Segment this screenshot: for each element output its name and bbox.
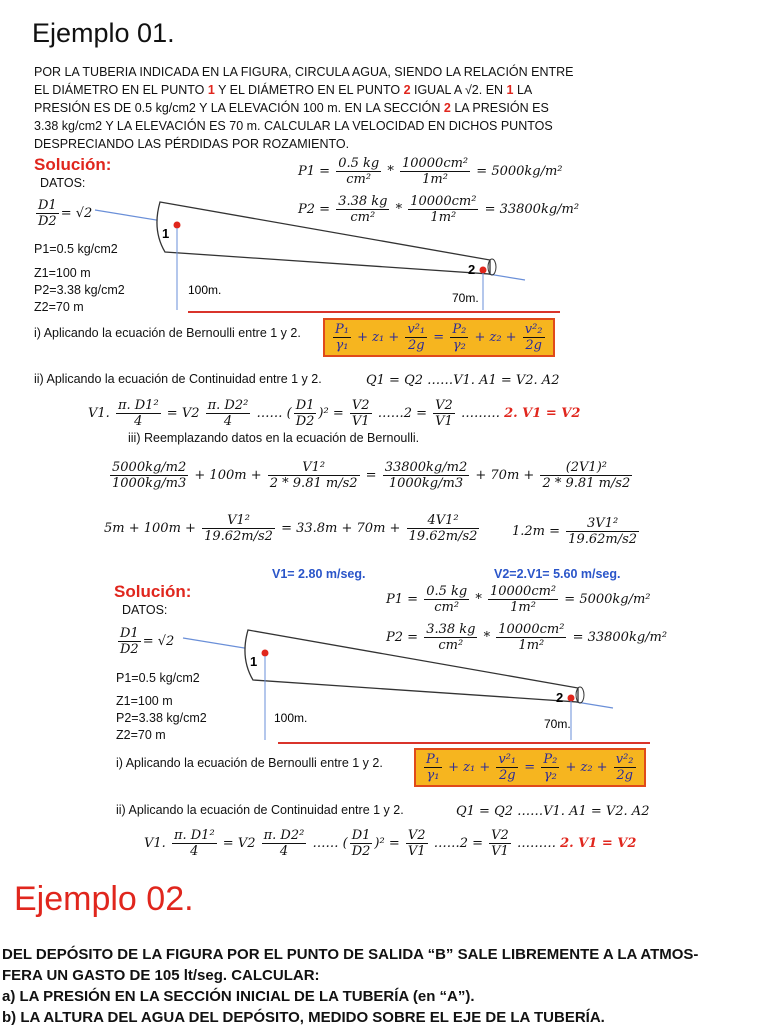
problem-line-3: PRESIÓN ES DE 0.5 kg/cm2 Y LA ELEVACIÓN 100 m. EN LA SECCIÓN 2 LA PRESIÓN ES: [34, 101, 549, 115]
p1-value: P1=0.5 kg/cm2: [34, 242, 118, 256]
point-1-label: 1: [162, 226, 170, 241]
datos-label-2: DATOS:: [122, 603, 168, 617]
v1-result: V1= 2.80 m/seg.: [272, 567, 366, 581]
datum-line-1: [188, 311, 560, 313]
bernoulli-equation-box-1: $\frac{\text{P₁}}{\text{γ₁}}$ + z₁ + $\frac{\text{v²₁}}{2g}$ = $\frac{\text{P₂}}{\text{γ₂}}$ + z₂ + $\frac{\text{v²₂}}{2g}$: [323, 318, 555, 357]
pipe-outline: [157, 202, 490, 274]
example-02-title: Ejemplo 02.: [14, 880, 194, 918]
problem-line-1: POR LA TUBERIA INDICADA EN LA FIGURA, CIRCULA AGUA, SIENDO LA RELACIÓN ENTRE: [34, 65, 574, 79]
step-2-text: ii) Aplicando la ecuación de Continuidad entre 1 y 2.: [34, 372, 322, 386]
height-2-label: 70m.: [452, 291, 479, 305]
height-2-label-2: 70m.: [544, 717, 571, 731]
substitution-line-1: $\frac{5000kg/m2}{1000kg/m3}$ + 100m + $\frac{\text{V1²}}{2 * 9.81 m/s2}$ = $\frac{33800kg/m2}{1000kg/m3}$ + 70m + $\frac{\text{(2V1)²}}{2 * 9.81 m/s2}$: [112, 460, 631, 491]
continuity-equation-2: V1. $\frac{\text{π. D1²}}{4}$ = V2 $\frac{\text{π. D2²}}{4}$ …… ( $\frac{D1}{D2}$ )² = $\frac{V2}{V1}$ ……2 = $\frac{V2}{V1}$ ……… 2. V1 = V2: [144, 828, 637, 859]
solution-heading-2: Solución:: [114, 582, 192, 601]
p1-conversion: P1 = $\frac{0.5 kg}{\text{cm²}}$ * $\frac{\text{10000cm²}}{\text{1m²}}$ = 5000kg/m²: [298, 156, 563, 187]
step-1-text-2: i) Aplicando la ecuación de Bernoulli entre 1 y 2.: [116, 756, 383, 770]
step-3-text: iii) Reemplazando datos en la ecuación de Bernoulli.: [128, 431, 420, 445]
v2-result: V2=2.V1= 5.60 m/seg.: [494, 567, 621, 581]
example-02-statement: [2, 944, 766, 1028]
pipe-outline-2: [245, 630, 578, 702]
bernoulli-equation-box-2: $\frac{\text{P₁}}{\text{γ₁}}$ + z₁ + $\frac{\text{v²₁}}{2g}$ = $\frac{\text{P₂}}{\text{γ₂}}$ + z₂ + $\frac{\text{v²₂}}{2g}$: [414, 748, 646, 787]
point-2-marker-2: [568, 695, 575, 702]
datum-line-2: [278, 742, 650, 744]
problem-statement: [34, 63, 574, 153]
p2-conversion: P2 = $\frac{3.38 kg}{\text{cm²}}$ * $\frac{\text{10000cm²}}{\text{1m²}}$ = 33800kg/m²: [298, 194, 580, 225]
height-1-label-2: 100m.: [274, 711, 308, 725]
z1-value: Z1=100 m: [34, 266, 91, 280]
pipe-figure-2: [178, 618, 618, 743]
ex2-line-4: b) LA ALTURA DEL AGUA DEL DEPÓSITO, MEDIDO SOBRE EL EJE DE LA TUBERÍA.: [2, 1009, 605, 1026]
substitution-line-3: 1.2m = $\frac{\text{3V1²}}{19.62m/s2}$: [512, 516, 638, 547]
step-2-text-2: ii) Aplicando la ecuación de Continuidad entre 1 y 2.: [116, 803, 404, 817]
z2-value: Z2=70 m: [34, 300, 84, 314]
point-1-marker-2: [262, 650, 269, 657]
point-2-marker: [480, 267, 487, 274]
ex2-line-2: FERA UN GASTO DE 105 lt/seg. CALCULAR:: [2, 967, 320, 984]
height-1-label: 100m.: [188, 283, 222, 297]
z1-value-2: Z1=100 m: [116, 694, 173, 708]
step-1-text: i) Aplicando la ecuación de Bernoulli entre 1 y 2.: [34, 326, 301, 340]
continuity-header-2: Q1 = Q2 ……V1. A1 = V2. A2: [456, 804, 650, 819]
solution-heading: Solución:: [34, 155, 112, 174]
p1-conversion-2: P1 = $\frac{0.5 kg}{\text{cm²}}$ * $\frac{\text{10000cm²}}{\text{1m²}}$ = 5000kg/m²: [386, 584, 651, 615]
diameter-ratio-2: $\frac{D1}{D2}$ = √2: [120, 626, 175, 657]
problem-line-4: 3.38 kg/cm2 Y LA ELEVACIÓN ES 70 m. CALCULAR LA VELOCIDAD EN DICHOS PUNTOS: [34, 119, 553, 133]
continuity-equation-1: V1. $\frac{\text{π. D1²}}{4}$ = V2 $\frac{\text{π. D2²}}{4}$ …… ( $\frac{D1}{D2}$ )² = $\frac{V2}{V1}$ ……2 = $\frac{V2}{V1}$ ……… 2. V1 = V2: [88, 398, 581, 429]
substitution-line-2: 5m + 100m + $\frac{\text{V1²}}{19.62m/s2}$ = 33.8m + 70m + $\frac{\text{4V1²}}{19.62m/s2}$: [104, 513, 478, 544]
ex2-line-1: DEL DEPÓSITO DE LA FIGURA POR EL PUNTO DE SALIDA “B” SALE LIBREMENTE A LA ATMOS-: [2, 946, 699, 963]
pipe-figure-1: [90, 190, 530, 315]
p2-conversion-2: P2 = $\frac{3.38 kg}{\text{cm²}}$ * $\frac{\text{10000cm²}}{\text{1m²}}$ = 33800kg/m²: [386, 622, 668, 653]
diameter-ratio: $\frac{D1}{D2}$ = √2: [38, 198, 93, 229]
p1-value-2: P1=0.5 kg/cm2: [116, 671, 200, 685]
ex2-line-3: a) LA PRESIÓN EN LA SECCIÓN INICIAL DE LA TUBERÍA (en “A”).: [2, 988, 475, 1005]
point-2-label-2: 2: [556, 690, 564, 705]
example-01-title: Ejemplo 01.: [32, 18, 175, 48]
problem-line-5: DESPRECIANDO LAS PÉRDIDAS POR ROZAMIENTO.: [34, 137, 350, 151]
p2-value: P2=3.38 kg/cm2: [34, 283, 125, 297]
continuity-header: Q1 = Q2 ……V1. A1 = V2. A2: [366, 373, 560, 388]
problem-line-2: EL DIÁMETRO EN EL PUNTO 1 Y EL DIÁMETRO EN EL PUNTO 2 IGUAL A √2. EN 1 LA: [34, 83, 533, 97]
p2-value-2: P2=3.38 kg/cm2: [116, 711, 207, 725]
datos-label: DATOS:: [40, 176, 86, 190]
point-2-label: 2: [468, 262, 476, 277]
z2-value-2: Z2=70 m: [116, 728, 166, 742]
point-1-label-2: 1: [250, 654, 258, 669]
point-1-marker: [174, 222, 181, 229]
